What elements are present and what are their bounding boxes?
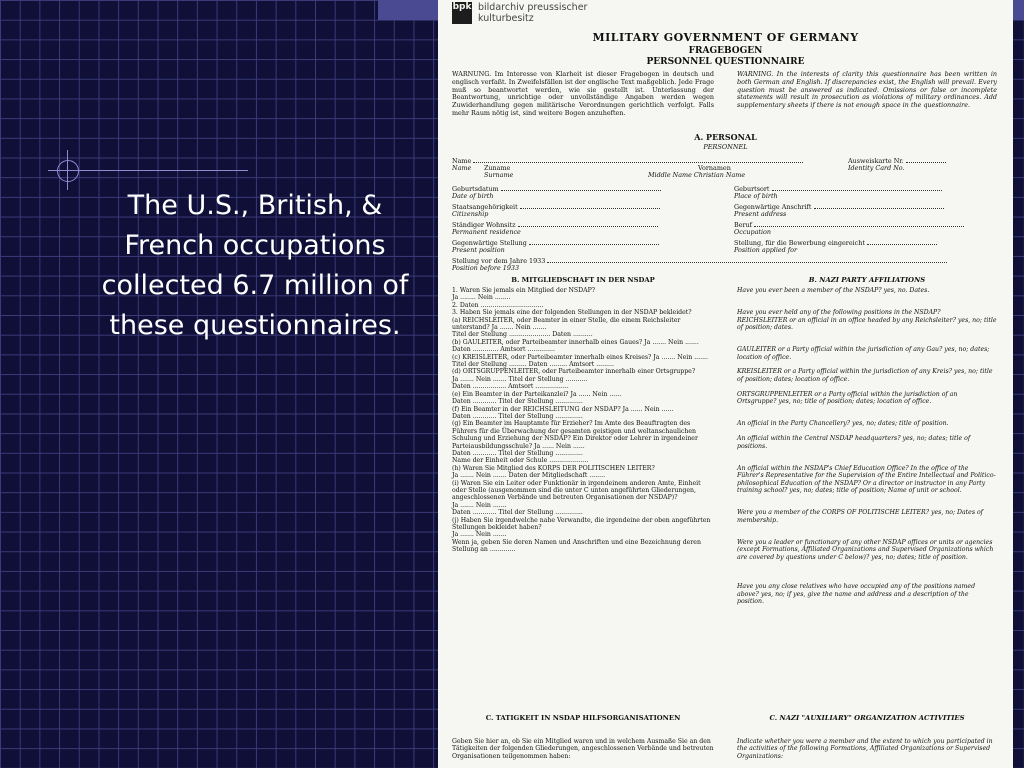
questionnaire-image bbox=[438, 0, 1013, 768]
birthplace-field: Geburtsort Place of birth bbox=[734, 185, 942, 200]
occupation-field: Beruf Occupation bbox=[734, 221, 964, 236]
questions-en: Have you ever been a member of the NSDAP? yes, no. Dates. Have you ever held any of the following positions in the NSDAP? REICHSLEITER or an official in an office headed by any Reichsleiter? yes, no; title of position; dates. GAULEITER or a Party official within the jurisdiction of any Gau? yes, no; dates; location of office. KREISLEITER or a Party official within the jurisdiction of any Kreis? yes, no; title of position; dates; location of office. ORTSGRUPPENLEITER or a Party official within the jurisdiction of an Ortsgruppe? yes, no; title of position; dates; location of office. An official in the Party Chancellery? yes, no; dates; title of position. An official within the Central NSDAP headquarters? yes, no; dates; title of positions. An official within the NSDAP's Chief Education Office? In the office of the Führer's Representative for the Supervision of the Entire Intellectual and Politico-philosophical Education of the NSDAP? Or a director or instructor in any Party training school? yes, no; dates; title of position; Name of unit or school. Were you a member of the CORPS OF POLITISCHE LEITER? yes, no; Dates of membership. Were you a leader or functionary of any other NSDAP offices or units or agencies (except Formations, Affiliated Organizations and Supervised Organizations which are covered by questions under C below)? yes, no; dates; title of position. Have you any close relatives who have occupied any of the positions named above? yes, no; if yes, give the name and address and a description of the position. bbox=[737, 287, 997, 606]
section-a-heading: A. PERSONAL bbox=[694, 132, 757, 142]
section-c-heading-de: C. TATIGKEIT IN NSDAP HILFSORGANISATIONEN bbox=[485, 714, 681, 722]
vornamen-label: Vornamen Middle Name Christian Name bbox=[648, 164, 746, 179]
residence-field: Ständiger Wohnsitz Permanent residence bbox=[452, 221, 658, 236]
section-c-text-de: Geben Sie hier an, ob Sie ein Mitglied waren und in welchem Ausmaße Sie an den Tätigkeiten der folgenden Gliederungen, angeschlossenen Verbände und betreuten Organisationen teilgenommen haben: bbox=[452, 738, 714, 760]
document-title: MILITARY GOVERNMENT OF GERMANY bbox=[592, 31, 859, 44]
name-field: Name bbox=[452, 157, 803, 165]
section-b-heading-de: B. MITGLIEDSCHAFT IN DER NSDAP bbox=[511, 276, 655, 284]
name-label-en: Name bbox=[452, 164, 472, 172]
warning-de: WARNUNG. Im Interesse von Klarheit ist dieser Fragebogen in deutsch und englisch verfaßt. In Zweifelsfällen ist der englische Text maßgeblich. Jede Frage muß so beantwortet werden, wie sie gestellt ist. Unterlassung der Beantwortung, unrichtige oder unvollständige Angaben werden wegen Zuwiderhandlung gegen militärische Verordnungen gerichtlich verfolgt. Falls mehr Raum nötig ist, sind weitere Bogen anzuheften. bbox=[452, 70, 714, 117]
section-b-heading-en: B. NAZI PARTY AFFILIATIONS bbox=[808, 276, 926, 284]
crosshair-icon bbox=[57, 160, 79, 182]
present-position-field: Gegenwärtige Stellung Present position bbox=[452, 239, 659, 254]
document-subtitle-de: FRAGEBOGEN bbox=[688, 46, 763, 56]
citizenship-field: Staatsangehörigkeit Citizenship bbox=[452, 203, 660, 218]
section-c-text-en: Indicate whether you were a member and the extent to which you participated in the activities of the following Formations, Affiliated Organizations or Supervised Organizations: bbox=[737, 738, 993, 760]
warning-en: WARNING. In the interests of clarity this questionnaire has been written in both German and English. If discrepancies exist, the English will prevail. Every question must be answered as indicated. Omissions or false or incomplete statements will result in prosecution as violations of military ordinances. Add supplementary sheets if there is not enough space in the questionnaire. bbox=[737, 70, 997, 110]
archive-line: kulturbesitz bbox=[478, 13, 534, 24]
slide-caption: The U.S., British, & French occupations collected 6.7 million of these questionnaires. bbox=[101, 190, 409, 341]
document-subtitle-en: PERSONNEL QUESTIONNAIRE bbox=[646, 57, 805, 67]
section-c-heading-en: C. NAZI "AUXILIARY" ORGANIZATION ACTIVITIES bbox=[769, 714, 965, 722]
position-1933-field: Stellung vor dem Jahre 1933 Position before 1933 bbox=[452, 257, 947, 272]
zuname-label: Zuname Surname bbox=[484, 164, 514, 179]
section-a-subheading: PERSONNEL bbox=[703, 143, 748, 151]
archive-line: bildarchiv preussischer bbox=[478, 2, 588, 13]
position-applied-field: Stellung, für die Bewerbung eingereicht Position applied for bbox=[734, 239, 937, 254]
bpk-logo: bpk bbox=[452, 2, 472, 24]
identity-card-field: Ausweiskarte Nr. Identity Card No. bbox=[848, 157, 946, 172]
birthdate-field: Geburtsdatum Date of birth bbox=[452, 185, 661, 200]
questions-de: 1. Waren Sie jemals ein Mitglied der NSDAP? Ja ........ Nein ........ 2. Daten ................................ 3. Haben Sie jemals eine der folgenden Stellungen in der NSDAP bekleidet? (a) REICHSLEITER, oder Beamter in einer Stelle, die einem Reichsleiter unterstand? Ja ....... Nein ....... Titel der Stellung ..................... Daten .......... (b) GAULEITER, oder Parteibeamter innerhalb eines Gaues? Ja ....... Nein ....... Daten ............. Amtsort .............. (c) KREISLEITER, oder Parteibeamter innerhalb eines Kreises? Ja ....... Nein ....... Titel der Stellung ......... Daten ......... Amtsort ......... (d) ORTSGRUPPENLEITER, oder Parteibeamter innerhalb einer Ortsgruppe? Ja ....... Nein ....... Titel der Stellung ........... Daten ................. Amtsort ................. (e) Ein Beamter in der Parteikanzlei? Ja ...... Nein ...... Daten ............ Titel der Stellung .............. (f) Ein Beamter in der REICHSLEITUNG der NSDAP? Ja ...... Nein ...... Daten ............ Titel der Stellung .............. (g) Ein Beamter im Hauptamte für Erzieher? Im Amte des Beauftragten des Führers für die Überwachung der gesamten geistigen und weltanschaulichen Schulung und Erziehung der NSDAP? Ein Direktor oder Lehrer in irgendeiner Parteiausbildungsschule? Ja ...... Nein ...... Daten ............ Titel der Stellung .............. Name der Einheit oder Schule .................... (h) Waren Sie Mitglied des KORPS DER POLITISCHEN LEITER? Ja ....... Nein ....... Daten der Mitgliedschaft ........ (i) Waren Sie ein Leiter oder Funktionär in irgendeinem anderen Amte, Einheit oder Stelle (ausgenommen sind die unter C unten angeführten Gliederungen, angeschlossenen Verbände und betreuten Organisationen der NSDAP)? Ja ....... Nein ....... Daten ............ Titel der Stellung .............. (j) Haben Sie irgendwelche nahe Verwandte, die irgendeine der oben angeführten Stellungen bekleidet haben? Ja ....... Nein ....... Wenn ja, geben Sie deren Namen und Anschriften und eine Bezeichnung deren Stellung an ............. bbox=[452, 287, 711, 554]
present-address-field: Gegenwärtige Anschrift Present address bbox=[734, 203, 944, 218]
